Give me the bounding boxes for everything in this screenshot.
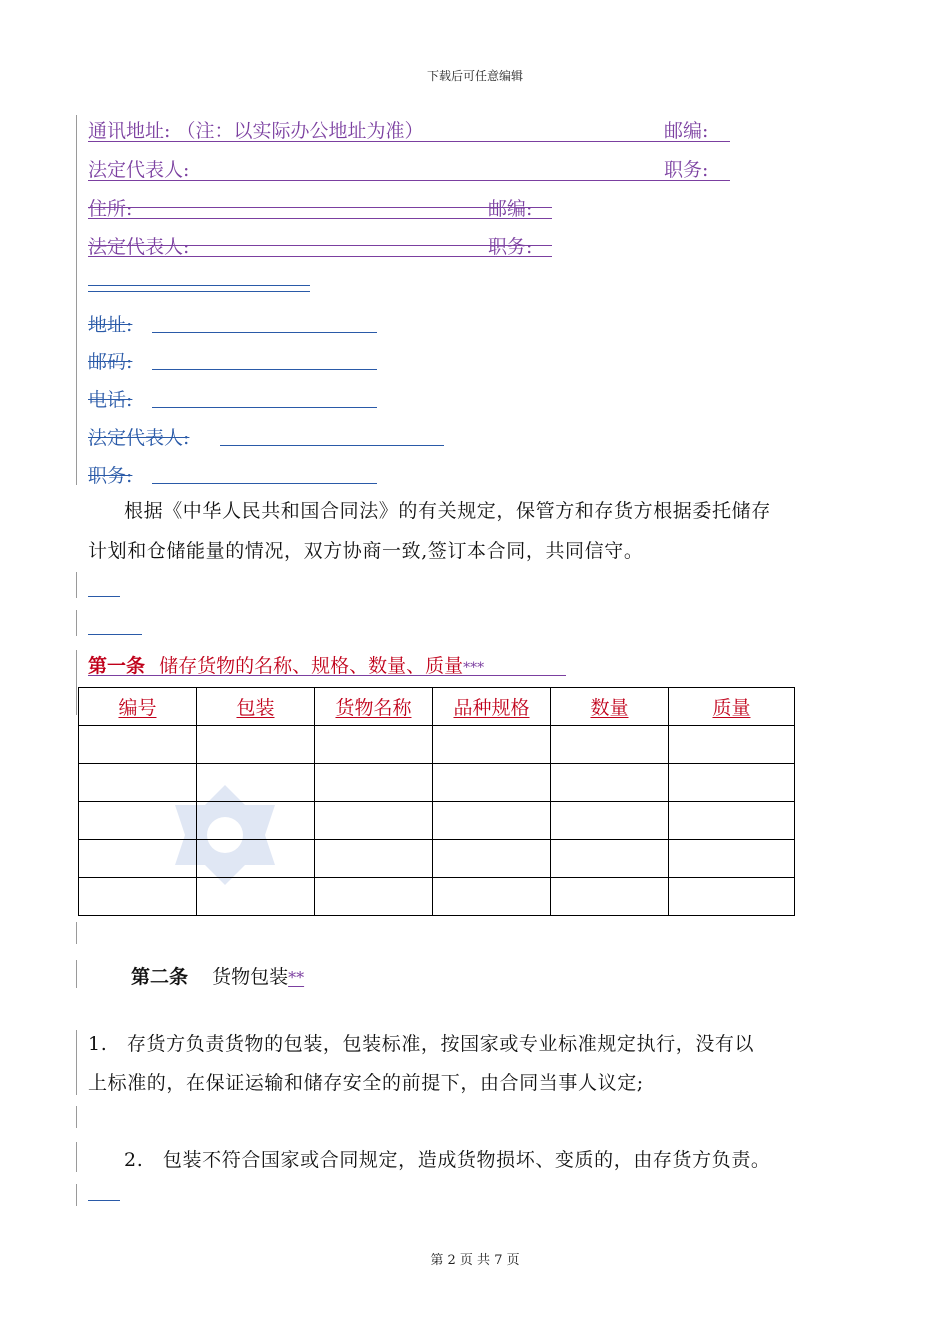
table-cell[interactable] [315,802,433,840]
article-2-marker: ** [288,968,305,987]
party-b-legal-rep-label: 法定代表人: [88,427,190,449]
change-bar [76,1142,77,1172]
article-2-item-1-line-2: 上标准的，在保证运输和储存安全的前提下，由合同当事人议定; [88,1072,644,1094]
table-cell[interactable] [79,764,197,802]
change-bar [76,1030,77,1095]
article-2-heading [131,962,304,989]
table-cell[interactable] [315,840,433,878]
blank-fill-line [152,407,377,408]
table-header-row [79,688,795,726]
party-b-zip-label: 邮码: [88,351,133,373]
table-cell[interactable] [433,802,551,840]
column-header-quality: 质量 [669,688,795,726]
table-cell[interactable] [79,878,197,916]
deleted-legal-rep-label: 法定代表人: [88,236,190,258]
table-cell[interactable] [197,840,315,878]
column-header-packaging: 包装 [197,688,315,726]
table-cell[interactable] [669,840,795,878]
table-cell[interactable] [197,764,315,802]
strike-line [88,245,552,246]
change-bar [76,922,77,944]
inserted-underline [88,256,552,257]
table-cell[interactable] [551,802,669,840]
change-bar [76,115,77,485]
table-cell[interactable] [551,878,669,916]
article-2-title: 货物包装 [212,966,289,988]
inserted-underline [88,141,730,142]
preamble-line-2 [88,531,643,571]
party-a-legal-rep-label: 法定代表人: [88,159,190,181]
table-cell[interactable] [315,764,433,802]
preamble-line-2b: 签订本合同，共同信守。 [427,540,644,562]
column-header-goods-name: 货物名称 [315,688,433,726]
article-1-heading [88,651,484,678]
page-number-footer: 第 2 页 共 7 页 [430,1253,520,1268]
article-1-number: 第一条 [88,655,146,677]
blank-fill-line [152,483,377,484]
party-a-position-label: 职务: [664,159,709,181]
article-2-item-1-line-1: 1. 存货方负责货物的包装，包装标准，按国家或专业标准规定执行，没有以 [88,1033,755,1055]
column-header-spec: 品种规格 [433,688,551,726]
table-cell[interactable] [551,840,669,878]
table-cell[interactable] [197,802,315,840]
blank-fill-line [152,332,377,333]
table-cell[interactable] [551,764,669,802]
table-row [79,726,795,764]
table-cell[interactable] [433,878,551,916]
deleted-residence-label: 住所: [88,198,133,220]
blank-fill-line [152,369,377,370]
article-2-number: 第二条 [131,966,189,988]
deleted-position-label: 职务: [488,236,533,258]
table-cell[interactable] [669,764,795,802]
party-b-phone-label: 电话: [88,389,133,411]
blank-fill-line [88,291,310,292]
article-1-title: 储存货物的名称、规格、数量、质量 [159,655,464,677]
preamble-line-1: 根据《中华人民共和国合同法》的有关规定，保管方和存货方根据委托储存 [124,500,771,522]
goods-table [78,687,795,916]
table-cell[interactable] [433,764,551,802]
table-cell[interactable] [79,802,197,840]
party-b-position-label: 职务: [88,465,133,487]
table-cell[interactable] [669,802,795,840]
inserted-underline [88,180,730,181]
blank-fill-line [220,445,444,446]
table-cell[interactable] [315,726,433,764]
table-row [79,802,795,840]
change-bar [76,572,77,598]
party-b-address-label: 地址: [88,314,133,336]
change-bar [76,650,77,715]
table-cell[interactable] [79,726,197,764]
change-bar [76,610,77,636]
table-row [79,878,795,916]
table-row [79,764,795,802]
article-1-marker: *** [463,660,485,676]
table-cell[interactable] [669,878,795,916]
page-header-note: 下载后可任意编辑 [426,69,523,83]
table-cell[interactable] [433,840,551,878]
column-header-number: 编号 [79,688,197,726]
table-row [79,840,795,878]
inserted-mark [88,634,142,635]
address-label: 通讯地址: [88,120,171,142]
blank-fill-line [88,285,310,286]
address-note: （注：以实际办公地址为准） [176,120,424,142]
article-2-item-2: 2. 包装不符合国家或合同规定，造成货物损坏、变质的，由存货方负责。 [124,1149,771,1171]
table-cell[interactable] [669,726,795,764]
party-a-address-line [88,116,423,143]
change-bar [76,1106,77,1128]
table-cell[interactable] [433,726,551,764]
table-cell[interactable] [197,878,315,916]
deleted-postcode-label: 邮编: [488,198,533,220]
table-cell[interactable] [315,878,433,916]
table-cell[interactable] [79,840,197,878]
preamble-line-2a: 计划和仓储能量的情况，双方协商一致, [88,540,428,562]
inserted-underline [88,675,566,676]
table-cell[interactable] [197,726,315,764]
inserted-mark [88,1200,120,1201]
inserted-underline [88,218,552,219]
table-cell[interactable] [551,726,669,764]
change-bar [76,1184,77,1206]
strike-line [88,207,552,208]
inserted-mark [88,596,120,597]
change-bar [76,960,77,988]
party-a-postcode-label: 邮编: [664,120,709,142]
column-header-quantity: 数量 [551,688,669,726]
